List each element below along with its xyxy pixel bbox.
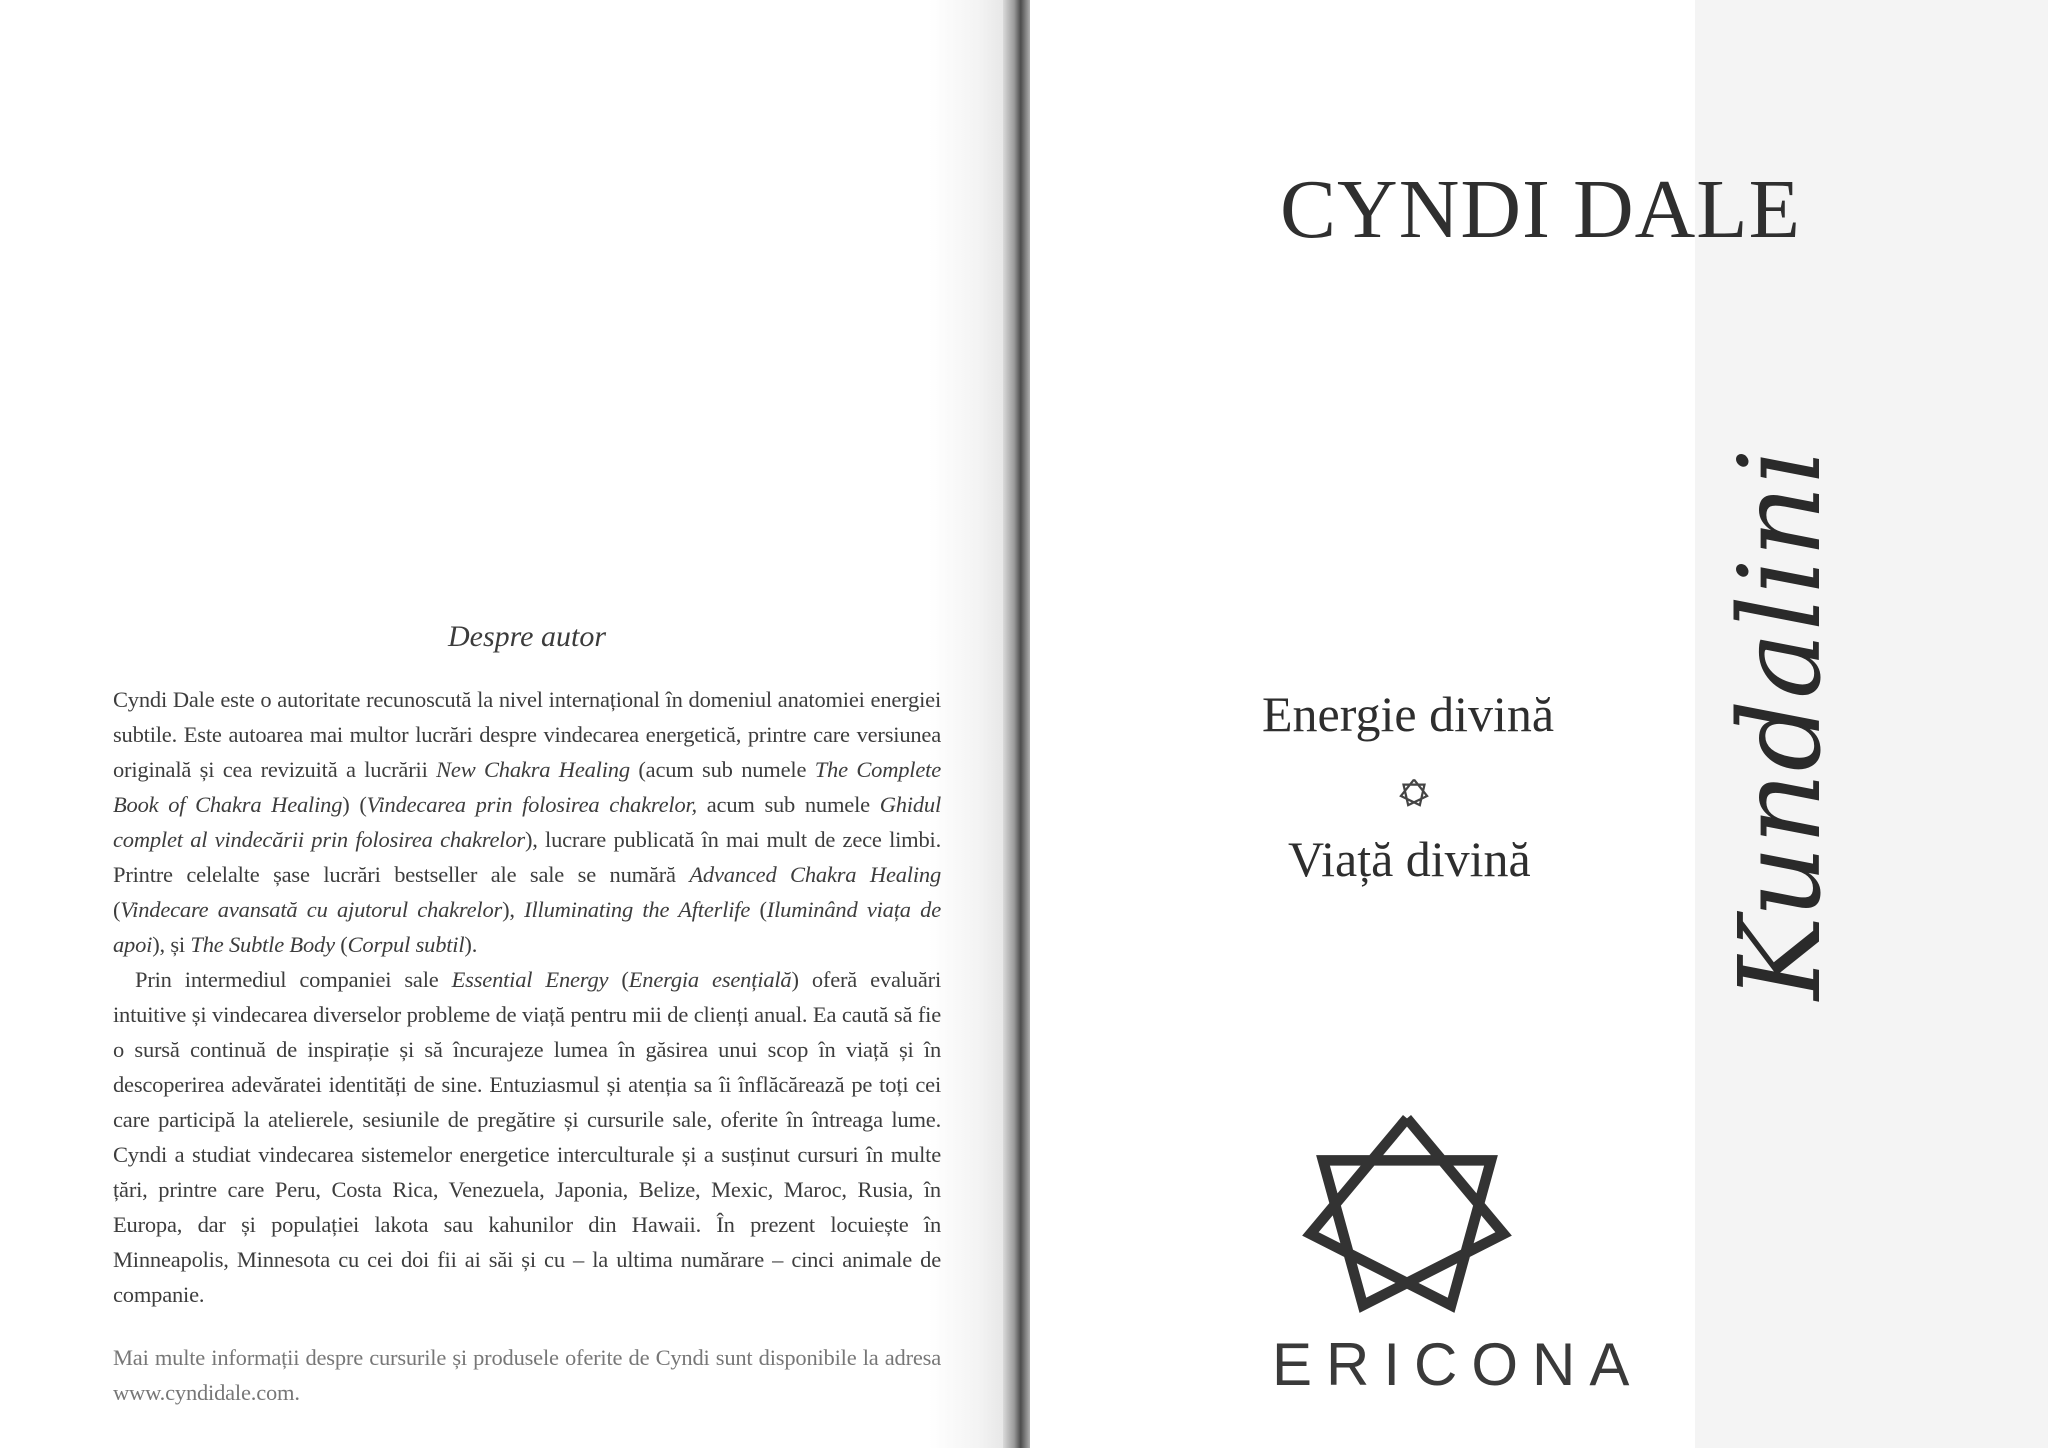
subtitle-1: Energie divină [1262, 686, 1555, 742]
septagram-logo-icon [1302, 1110, 1512, 1320]
about-author-heading: Despre autor [447, 620, 607, 653]
left-page [0, 0, 1010, 1448]
author-name: CYNDI DALE [1280, 163, 1801, 256]
about-author-section [113, 620, 941, 1410]
about-paragraph-2: Prin intermediul companiei sale Essential Energy (Energia esențială) oferă evaluări intuitive și vindecarea diverselor probleme de viață pentru mii de clienți anual. Ea caută să fie o sursă continuă de inspirație și să încurajeze lumea în găsirea unui scop în viață și în descoperirea adevăratei identități de sine. Entuziasmul și atenția sa îi înflăcărează pe toți cei care participă la atelierele, sesiunile de pregătire și cursurile sale, oferite în întreaga lume. Cyndi a studiat vindecarea sistemelor energetice interculturale și a susținut cursuri în multe țări, printre care Peru, Costa Rica, Venezuela, Japonia, Belize, Mexic, Maroc, Rusia, în Europa, dar și populației lakota sau kahunilor din Hawaii. În prezent locuiește în Minneapolis, Minnesota cu cei doi fii ai săi și cu – la ultima numărare – cinci animale de companie. [113, 967, 941, 1307]
book-title: Kundalini [1716, 447, 1846, 1000]
about-paragraph-1: Cyndi Dale este o autoritate recunoscută la nivel internațional în domeniul anatomiei energiei subtile. Este autoarea mai multor lucrări despre vindecarea energetică, printre care versiunea originală și cea revizuită a lucrării New Chakra Healing (acum sub numele The Complete Book of Chakra Healing) (Vindecarea prin folosirea chakrelor, acum sub numele Ghidul complet al vindecării prin folosirea chakrelor), lucrare publicată în mai mult de zece limbi. Printre celelalte șase lucrări bestseller ale sale se numără Advanced Chakra Healing (Vindecare avansată cu ajutorul chakrelor), Illuminating the Afterlife (Iluminând viața de apoi), și The Subtle Body (Corpul subtil). [113, 687, 942, 957]
more-info-note: Mai multe informații despre cursurile și produsele oferite de Cyndi sunt disponibile la adresa www.cyndidale.com. [113, 1345, 941, 1405]
septagram-small-icon [1398, 777, 1430, 809]
publisher-logo-text: ERICONA [1272, 1331, 1644, 1398]
subtitle-2: Viață divină [1288, 831, 1531, 887]
